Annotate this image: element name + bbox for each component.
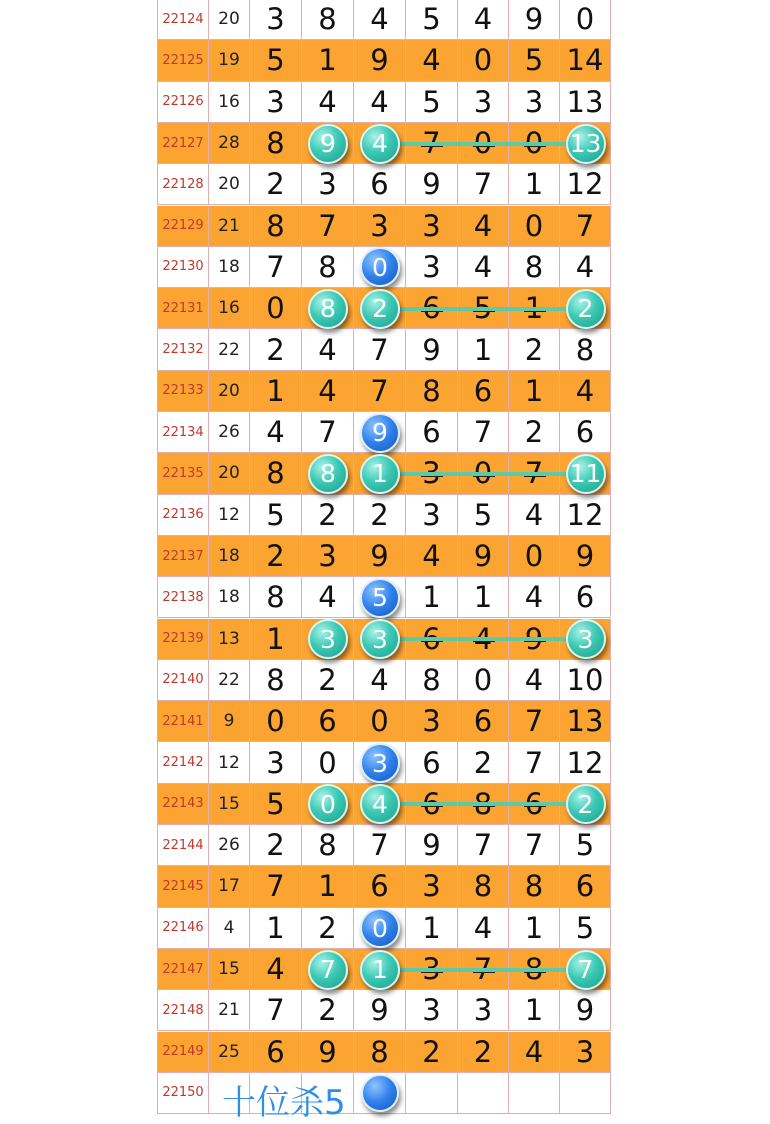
digit-cell: 8	[458, 866, 509, 907]
issue-number-cell: 22125	[157, 40, 209, 81]
sum-cell: 12	[209, 742, 250, 783]
digit-cell: 6	[406, 412, 458, 453]
digit-cell: 2	[458, 742, 509, 783]
digit-cell: 9	[406, 825, 458, 866]
digit-cell: 4	[302, 577, 354, 618]
sum-cell: 21	[209, 206, 250, 247]
digit-cell: 0	[354, 701, 406, 742]
sum-cell: 4	[209, 908, 250, 949]
digit-cell: 4	[458, 206, 509, 247]
digit-cell: 8	[250, 577, 302, 618]
digit-cell: 0	[458, 660, 509, 701]
sum-cell: 12	[209, 495, 250, 536]
digit-cell: 1	[250, 371, 302, 412]
digit-cell	[509, 1073, 560, 1114]
digit-cell: 3	[406, 701, 458, 742]
digit-cell: 8	[302, 0, 354, 40]
issue-number-cell: 22127	[157, 123, 209, 164]
teal-ball-highlight: 9	[308, 124, 348, 164]
digit-cell: 3	[250, 742, 302, 783]
sum-cell: 20	[209, 0, 250, 40]
sum-cell: 22	[209, 660, 250, 701]
digit-cell: 1	[406, 577, 458, 618]
digit-cell: 3	[354, 206, 406, 247]
blue-ball-highlight: 0	[360, 247, 400, 287]
trend-link-line	[380, 142, 586, 146]
digit-cell: 3	[458, 990, 509, 1031]
digit-cell: 9	[509, 0, 560, 40]
digit-cell: 0	[509, 206, 560, 247]
digit-cell: 0	[458, 40, 509, 81]
digit-cell: 1	[406, 908, 458, 949]
issue-number-cell: 22133	[157, 371, 209, 412]
digit-cell: 0	[302, 742, 354, 783]
issue-number-cell: 22134	[157, 412, 209, 453]
digit-cell: 4	[509, 577, 560, 618]
digit-cell: 4	[250, 412, 302, 453]
digit-cell: 4	[509, 660, 560, 701]
digit-cell: 0	[250, 701, 302, 742]
digit-cell: 2	[302, 990, 354, 1031]
digit-cell: 2	[509, 329, 560, 370]
issue-number-cell: 22148	[157, 990, 209, 1031]
digit-cell: 8	[406, 371, 458, 412]
teal-ball-highlight: 2	[360, 289, 400, 329]
issue-number-cell: 22136	[157, 495, 209, 536]
digit-cell: 9	[354, 40, 406, 81]
sum-cell: 26	[209, 412, 250, 453]
sum-cell: 28	[209, 123, 250, 164]
digit-cell: 8	[560, 329, 611, 370]
sum-cell: 21	[209, 990, 250, 1031]
digit-cell: 12	[560, 742, 611, 783]
issue-number-cell: 22143	[157, 784, 209, 825]
issue-number-cell: 22124	[157, 0, 209, 40]
digit-cell: 7	[458, 825, 509, 866]
teal-ball-highlight: 3	[566, 619, 606, 659]
digit-cell: 2	[302, 908, 354, 949]
digit-cell: 6	[354, 164, 406, 205]
trend-link-line	[380, 802, 586, 806]
digit-cell: 4	[560, 247, 611, 288]
issue-number-cell: 22144	[157, 825, 209, 866]
digit-cell: 8	[509, 247, 560, 288]
issue-number-cell: 22130	[157, 247, 209, 288]
issue-number-cell: 22147	[157, 949, 209, 990]
issue-number-cell: 22126	[157, 82, 209, 123]
sum-cell: 20	[209, 453, 250, 494]
teal-ball-highlight: 2	[566, 784, 606, 824]
digit-cell: 6	[354, 866, 406, 907]
digit-cell: 2	[458, 1032, 509, 1073]
digit-cell: 12	[560, 164, 611, 205]
sum-cell: 13	[209, 619, 250, 660]
sum-cell: 18	[209, 536, 250, 577]
sum-cell: 16	[209, 288, 250, 329]
digit-cell: 3	[250, 82, 302, 123]
sum-cell: 26	[209, 825, 250, 866]
digit-cell: 8	[302, 825, 354, 866]
digit-cell: 3	[250, 0, 302, 40]
digit-cell: 3	[302, 536, 354, 577]
digit-cell: 7	[509, 825, 560, 866]
digit-cell: 4	[458, 0, 509, 40]
blue-ball-highlight: 9	[360, 413, 400, 453]
sum-cell: 22	[209, 329, 250, 370]
digit-cell: 6	[458, 701, 509, 742]
trend-link-line	[380, 637, 586, 641]
digit-cell: 7	[560, 206, 611, 247]
digit-cell	[458, 1073, 509, 1114]
digit-cell: 9	[354, 536, 406, 577]
issue-number-cell: 22141	[157, 701, 209, 742]
digit-cell: 8	[250, 660, 302, 701]
digit-cell: 1	[302, 866, 354, 907]
digit-cell: 1	[250, 619, 302, 660]
trend-link-line	[380, 472, 586, 476]
digit-cell: 9	[406, 164, 458, 205]
digit-cell: 9	[560, 990, 611, 1031]
teal-ball-highlight: 0	[308, 784, 348, 824]
digit-cell: 2	[509, 412, 560, 453]
digit-cell: 7	[458, 412, 509, 453]
digit-cell: 5	[250, 40, 302, 81]
issue-number-cell: 22129	[157, 206, 209, 247]
digit-cell: 7	[250, 990, 302, 1031]
digit-cell: 7	[354, 329, 406, 370]
digit-cell: 5	[406, 0, 458, 40]
digit-cell: 6	[560, 577, 611, 618]
digit-cell: 8	[406, 660, 458, 701]
issue-number-cell: 22150	[157, 1073, 209, 1114]
sum-cell: 18	[209, 577, 250, 618]
issue-number-cell: 22140	[157, 660, 209, 701]
digit-cell: 1	[509, 990, 560, 1031]
digit-cell: 6	[560, 866, 611, 907]
teal-ball-highlight: 8	[308, 289, 348, 329]
digit-cell: 1	[250, 908, 302, 949]
digit-cell: 4	[354, 0, 406, 40]
digit-cell: 1	[509, 371, 560, 412]
digit-cell: 4	[458, 908, 509, 949]
digit-cell: 14	[560, 40, 611, 81]
sum-cell: 9	[209, 701, 250, 742]
sum-cell: 20	[209, 371, 250, 412]
digit-cell: 7	[509, 701, 560, 742]
teal-ball-highlight: 13	[566, 124, 606, 164]
digit-cell: 5	[250, 495, 302, 536]
trend-link-line	[380, 968, 586, 972]
digit-cell: 2	[406, 1032, 458, 1073]
digit-cell: 4	[302, 82, 354, 123]
issue-number-cell: 22146	[157, 908, 209, 949]
digit-cell: 1	[458, 329, 509, 370]
digit-cell: 5	[250, 784, 302, 825]
digit-cell: 3	[560, 1032, 611, 1073]
digit-cell: 6	[250, 1032, 302, 1073]
digit-cell: 6	[560, 412, 611, 453]
digit-cell: 5	[406, 82, 458, 123]
digit-cell: 4	[302, 371, 354, 412]
issue-number-cell: 22138	[157, 577, 209, 618]
digit-cell: 8	[250, 206, 302, 247]
digit-cell: 5	[509, 40, 560, 81]
digit-cell: 9	[560, 536, 611, 577]
digit-cell: 7	[458, 164, 509, 205]
digit-cell: 7	[302, 206, 354, 247]
digit-cell: 5	[458, 495, 509, 536]
teal-ball-highlight: 3	[308, 619, 348, 659]
digit-cell: 9	[302, 1032, 354, 1073]
digit-cell: 3	[406, 866, 458, 907]
teal-ball-highlight: 3	[360, 619, 400, 659]
digit-cell: 8	[302, 247, 354, 288]
blue-ball-highlight: 5	[360, 578, 400, 618]
digit-cell: 13	[560, 701, 611, 742]
digit-cell: 6	[458, 371, 509, 412]
prediction-note: 十位杀5	[222, 1082, 346, 1123]
digit-cell: 2	[302, 495, 354, 536]
issue-number-cell: 22137	[157, 536, 209, 577]
digit-cell: 3	[509, 82, 560, 123]
digit-cell	[406, 1073, 458, 1114]
teal-ball-highlight: 7	[308, 950, 348, 990]
digit-cell: 5	[560, 825, 611, 866]
issue-number-cell: 22149	[157, 1032, 209, 1073]
digit-cell: 1	[458, 577, 509, 618]
digit-cell: 3	[406, 990, 458, 1031]
digit-cell: 8	[250, 453, 302, 494]
digit-cell: 13	[560, 82, 611, 123]
digit-cell: 7	[509, 742, 560, 783]
digit-cell: 0	[509, 536, 560, 577]
teal-ball-highlight: 7	[566, 950, 606, 990]
digit-cell: 3	[458, 82, 509, 123]
issue-number-cell: 22128	[157, 164, 209, 205]
digit-cell: 2	[250, 164, 302, 205]
digit-cell: 7	[250, 866, 302, 907]
digit-cell: 12	[560, 495, 611, 536]
digit-cell: 4	[406, 40, 458, 81]
blue-ball-highlight: 0	[360, 908, 400, 948]
digit-cell: 5	[560, 908, 611, 949]
digit-cell: 6	[406, 742, 458, 783]
digit-cell: 9	[458, 536, 509, 577]
digit-cell: 2	[250, 825, 302, 866]
sum-cell: 15	[209, 784, 250, 825]
teal-ball-highlight: 1	[360, 454, 400, 494]
digit-cell	[560, 1073, 611, 1114]
digit-cell: 3	[406, 495, 458, 536]
sum-cell: 25	[209, 1032, 250, 1073]
sum-cell: 15	[209, 949, 250, 990]
digit-cell: 4	[560, 371, 611, 412]
digit-cell: 4	[250, 949, 302, 990]
issue-number-cell: 22132	[157, 329, 209, 370]
digit-cell: 4	[302, 329, 354, 370]
digit-cell: 7	[302, 412, 354, 453]
teal-ball-highlight: 8	[308, 454, 348, 494]
teal-ball-highlight: 4	[360, 784, 400, 824]
digit-cell: 4	[509, 1032, 560, 1073]
digit-cell: 9	[354, 990, 406, 1031]
teal-ball-highlight: 4	[360, 124, 400, 164]
issue-number-cell: 22142	[157, 742, 209, 783]
issue-number-cell: 22131	[157, 288, 209, 329]
issue-number-cell: 22139	[157, 619, 209, 660]
digit-cell: 4	[354, 82, 406, 123]
digit-cell: 2	[250, 536, 302, 577]
digit-cell: 4	[458, 247, 509, 288]
trend-link-line	[380, 307, 586, 311]
digit-cell: 9	[406, 329, 458, 370]
digit-cell: 7	[354, 371, 406, 412]
digit-cell: 2	[354, 495, 406, 536]
sum-cell: 19	[209, 40, 250, 81]
sum-cell: 17	[209, 866, 250, 907]
digit-cell: 2	[302, 660, 354, 701]
sum-cell: 18	[209, 247, 250, 288]
teal-ball-highlight: 2	[566, 289, 606, 329]
digit-cell: 8	[354, 1032, 406, 1073]
digit-cell: 6	[302, 701, 354, 742]
digit-cell: 7	[250, 247, 302, 288]
digit-cell: 2	[250, 329, 302, 370]
digit-cell: 10	[560, 660, 611, 701]
digit-cell: 1	[509, 164, 560, 205]
sum-cell: 20	[209, 164, 250, 205]
digit-cell: 3	[406, 247, 458, 288]
teal-ball-highlight: 1	[360, 950, 400, 990]
digit-cell: 0	[250, 288, 302, 329]
digit-cell: 1	[509, 908, 560, 949]
digit-cell: 7	[354, 825, 406, 866]
digit-cell: 8	[509, 866, 560, 907]
digit-cell: 8	[250, 123, 302, 164]
digit-cell: 3	[406, 206, 458, 247]
digit-cell: 4	[354, 660, 406, 701]
digit-cell: 4	[509, 495, 560, 536]
digit-cell: 3	[302, 164, 354, 205]
digit-cell: 0	[560, 0, 611, 40]
digit-cell: 4	[406, 536, 458, 577]
sum-cell: 16	[209, 82, 250, 123]
blue-ball-highlight: 3	[360, 743, 400, 783]
teal-ball-highlight: 11	[566, 454, 606, 494]
issue-number-cell: 22145	[157, 866, 209, 907]
issue-number-cell: 22135	[157, 453, 209, 494]
digit-cell: 1	[302, 40, 354, 81]
